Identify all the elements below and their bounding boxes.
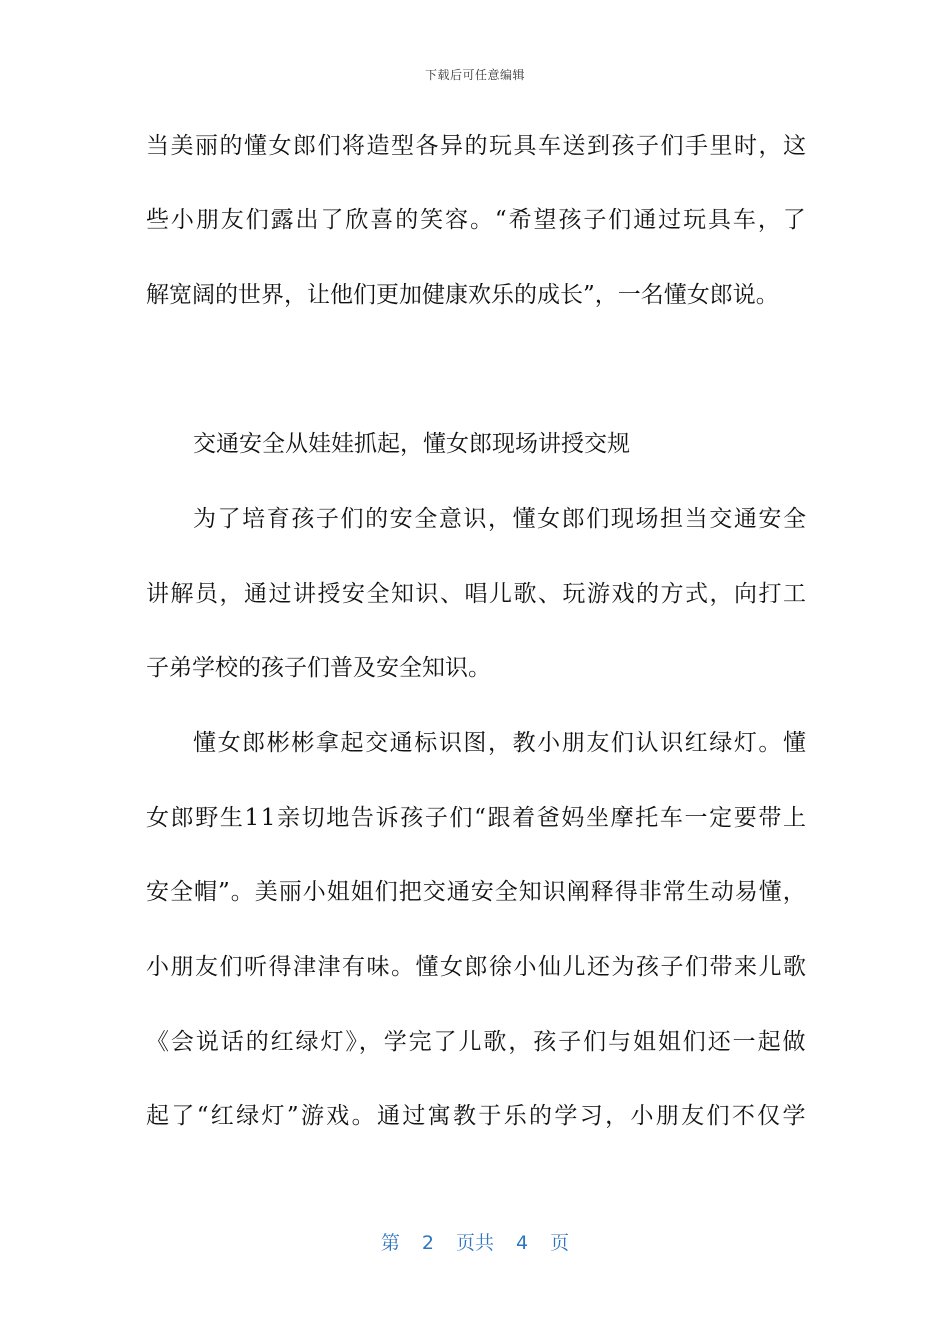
page-header: 下载后可任意编辑 <box>424 68 525 82</box>
body-line: 《会说话的红绿灯》，学完了儿歌，孩子们与姐姐们还一起做 <box>146 1029 808 1055</box>
body-line: 为了培育孩子们的安全意识，懂女郎们现场担当交通安全 <box>193 506 808 532</box>
page-footer <box>0 1228 950 1255</box>
body-line: 女郎野生11亲切地告诉孩子们“跟着爸妈坐摩托车一定要带上 <box>146 805 808 831</box>
footer-middle: 页共 <box>455 1232 494 1254</box>
body-line: 小朋友们听得津津有味。懂女郎徐小仙儿还为孩子们带来儿歌 <box>146 954 808 980</box>
footer-suffix: 页 <box>550 1232 570 1254</box>
footer-prefix: 第 <box>380 1232 400 1254</box>
body-line: 当美丽的懂女郎们将造型各异的玩具车送到孩子们手里时，这 <box>146 133 808 159</box>
body-line: 安全帽”。美丽小姐姐们把交通安全知识阐释得非常生动易懂， <box>146 879 807 905</box>
body-line: 讲解员，通过讲授安全知识、唱儿歌、玩游戏的方式，向打工 <box>146 581 808 607</box>
body-line: 子弟学校的孩子们普及安全知识。 <box>146 655 491 681</box>
footer-page-number: 2 <box>421 1232 434 1254</box>
body-line: 些小朋友们露出了欣喜的笑容。“希望孩子们通过玩具车，了 <box>146 207 808 233</box>
body-line: 起了“红绿灯”游戏。通过寓教于乐的学习，小朋友们不仅学 <box>146 1103 808 1129</box>
body-line: 解宽阔的世界，让他们更加健康欢乐的成长”，一名懂女郎说。 <box>146 282 779 308</box>
body-line: 懂女郎彬彬拿起交通标识图，教小朋友们认识红绿灯。懂 <box>193 730 808 756</box>
section-heading: 交通安全从娃娃抓起，懂女郎现场讲授交规 <box>193 431 630 457</box>
footer-total-pages: 4 <box>516 1232 529 1254</box>
